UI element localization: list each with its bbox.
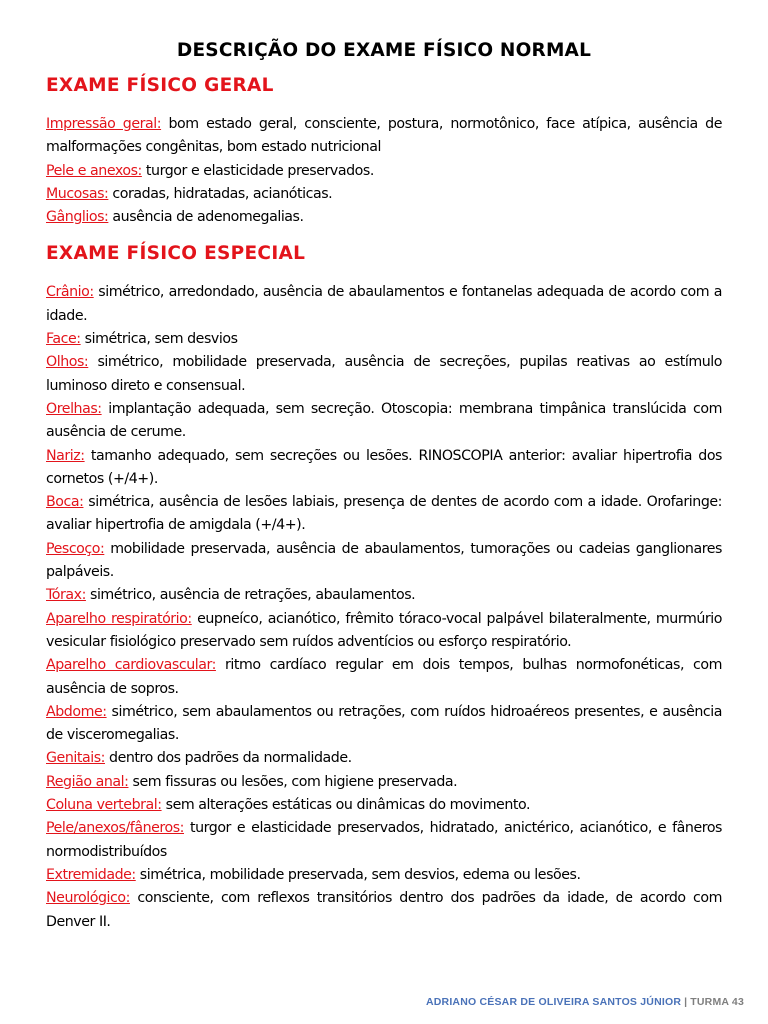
entry-impressao-geral	[46, 113, 722, 160]
entry-term: Orelhas:	[46, 400, 102, 417]
entry-coluna-vertebral	[46, 794, 722, 817]
entry-text: dentro dos padrões da normalidade.	[104, 750, 352, 767]
entry-olhos	[46, 351, 722, 398]
document-page	[46, 40, 722, 934]
entry-term: Tórax:	[46, 587, 86, 604]
entry-face	[46, 328, 722, 351]
entry-orelhas	[46, 398, 722, 445]
entry-text: tamanho adequado, sem secreções ou lesões. RINOSCOPIA anterior: avaliar hipertrofia dos cornetos (+/4+).	[46, 447, 722, 487]
entry-cranio	[46, 281, 722, 328]
entry-term: Nariz:	[46, 447, 85, 464]
entry-text: bom estado geral, consciente, postura, normotônico, face atípica, ausência de malformações congênitas, bom estado nutricional	[46, 116, 722, 156]
entry-term: Gânglios:	[46, 209, 109, 226]
entry-nariz	[46, 445, 722, 492]
entry-text: sem alterações estáticas ou dinâmicas do movimento.	[161, 797, 531, 814]
entry-neurologico	[46, 887, 722, 934]
entry-boca	[46, 491, 722, 538]
entry-term: Pescoço:	[46, 540, 105, 557]
entry-term: Aparelho cardiovascular:	[46, 657, 216, 674]
footer-separator: |	[684, 996, 688, 1008]
footer-turma: TURMA 43	[690, 996, 744, 1008]
entry-aparelho-cardiovascular	[46, 654, 722, 701]
entry-pele-anexos-faneros	[46, 817, 722, 864]
entry-text: simétrica, mobilidade preservada, sem desvios, edema ou lesões.	[135, 866, 581, 883]
entry-genitais	[46, 747, 722, 770]
entry-term: Boca:	[46, 494, 84, 511]
entry-term: Abdome:	[46, 703, 107, 720]
entry-text: turgor e elasticidade preservados, hidratado, anictérico, acianótico, e fâneros normodistribuídos	[46, 820, 722, 860]
entry-regiao-anal	[46, 771, 722, 794]
footer-author: ADRIANO CÉSAR DE OLIVEIRA SANTOS JÚNIOR	[425, 996, 682, 1008]
entry-term: Pele/anexos/fâneros:	[46, 820, 184, 837]
entry-text: eupneíco, acianótico, frêmito tóraco-vocal palpável bilateralmente, murmúrio vesicular fisiológico preservado sem ruídos adventícios ou esforço respiratório.	[46, 610, 722, 650]
page-footer	[426, 996, 744, 1008]
entry-text: ritmo cardíaco regular em dois tempos, bulhas normofonéticas, com ausência de sopros.	[46, 657, 722, 697]
entry-term: Extremidade:	[46, 866, 136, 883]
entry-mucosas	[46, 183, 722, 206]
section-exame-fisico-geral	[46, 75, 722, 229]
entry-abdome	[46, 701, 722, 748]
entry-text: mobilidade preservada, ausência de abaulamentos, tumorações ou cadeias ganglionares palpáveis.	[46, 540, 722, 581]
entry-term: Região anal:	[46, 773, 129, 790]
entry-text: turgor e elasticidade preservados.	[141, 162, 374, 179]
entry-list	[46, 281, 722, 933]
entry-text: simétrico, mobilidade preservada, ausência de secreções, pupilas reativas ao estímulo luminoso direto e consensual.	[46, 354, 722, 394]
entry-term: Genitais:	[46, 750, 105, 767]
entry-term: Mucosas:	[46, 185, 109, 202]
entry-text: implantação adequada, sem secreção. Otoscopia: membrana timpânica translúcida com ausência de cerume.	[46, 400, 722, 441]
entry-torax	[46, 584, 722, 607]
entry-list	[46, 113, 722, 229]
section-heading: EXAME FÍSICO ESPECIAL	[46, 243, 306, 265]
entry-term: Crânio:	[46, 284, 94, 301]
entry-term: Coluna vertebral:	[46, 797, 162, 814]
entry-term: Aparelho respiratório:	[46, 610, 192, 627]
entry-pele-e-anexos	[46, 160, 722, 183]
entry-extremidade	[46, 864, 722, 887]
entry-term: Impressão geral:	[46, 116, 162, 132]
document-title: DESCRIÇÃO DO EXAME FÍSICO NORMAL	[176, 40, 592, 61]
entry-aparelho-respiratorio	[46, 608, 722, 655]
section-heading: EXAME FÍSICO GERAL	[46, 75, 274, 96]
entry-text: ausência de adenomegalias.	[108, 209, 304, 226]
entry-text: coradas, hidratadas, acianóticas.	[108, 185, 333, 202]
entry-text: simétrico, sem abaulamentos ou retrações, com ruídos hidroaéreos presentes, e ausência de visceromegalias.	[46, 703, 722, 744]
entry-text: consciente, com reflexos transitórios dentro dos padrões da idade, de acordo com Denver II.	[46, 890, 722, 930]
entry-term: Neurológico:	[46, 890, 130, 907]
entry-text: simétrico, arredondado, ausência de abaulamentos e fontanelas adequada de acordo com a idade.	[46, 284, 722, 324]
entry-term: Pele e anexos:	[46, 162, 142, 179]
section-exame-fisico-especial	[46, 243, 722, 933]
entry-text: simétrica, sem desvios	[80, 331, 238, 348]
section-spacer	[46, 229, 722, 243]
entry-term: Face:	[46, 331, 81, 348]
entry-text: simétrica, ausência de lesões labiais, presença de dentes de acordo com a idade. Orofaringe: avaliar hipertrofia de amigdala (+/4+).	[46, 494, 722, 534]
entry-term: Olhos:	[46, 354, 89, 371]
entry-pescoco	[46, 538, 722, 585]
entry-text: simétrico, ausência de retrações, abaulamentos.	[85, 587, 416, 604]
entry-ganglios	[46, 206, 722, 229]
entry-text: sem fissuras ou lesões, com higiene preservada.	[128, 773, 458, 790]
